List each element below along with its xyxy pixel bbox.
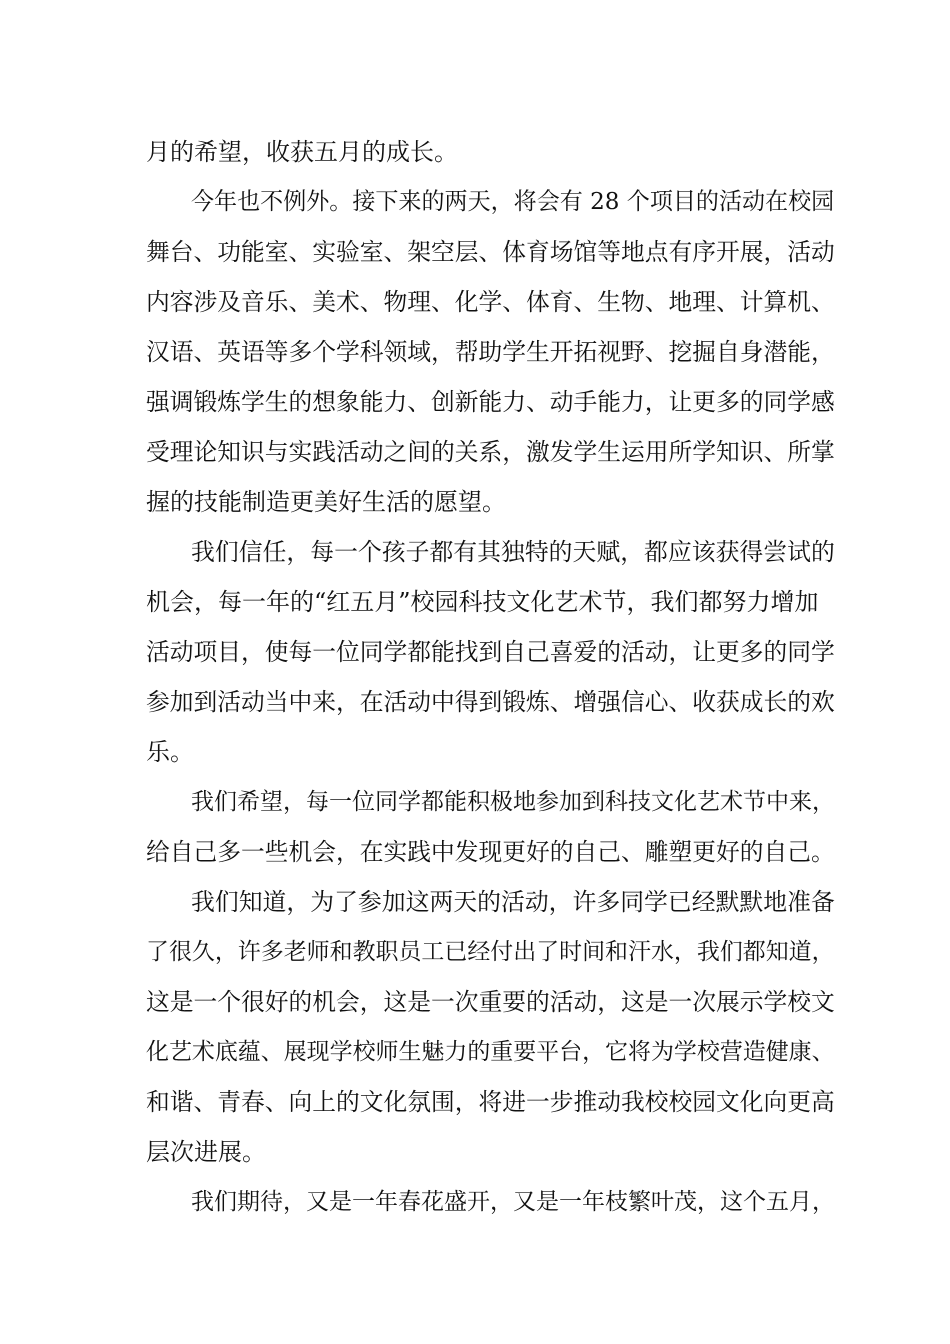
text-line: 内容涉及音乐、美术、物理、化学、体育、生物、地理、计算机、 [146,288,835,316]
text-line: 我们希望，每一位同学都能积极地参加到科技文化艺术节中来， [191,789,835,815]
text-line: 我们知道，为了参加这两天的活动，许多同学已经默默地准备 [191,888,835,916]
text-line: 这是一个很好的机会，这是一次重要的活动，这是一次展示学校文 [146,988,835,1016]
text-line: 受理论知识与实践活动之间的关系，激发学生运用所学知识、所掌 [146,438,835,466]
text-line: 化艺术底蕴、展现学校师生魅力的重要平台，它将为学校营造健康、 [146,1039,835,1065]
text-line: 乐。 [146,738,194,766]
text-line: 活动项目，使每一位同学都能找到自己喜爱的活动，让更多的同学 [146,638,835,666]
text-line: 给自己多一些机会，在实践中发现更好的自己、雕塑更好的自己。 [146,838,835,866]
text-line: 了很久，许多老师和教职员工已经付出了时间和汗水，我们都知道， [146,939,835,965]
text-line: 参加到活动当中来，在活动中得到锻炼、增强信心、收获成长的欢 [146,688,835,716]
text-line: 握的技能制造更美好生活的愿望。 [146,488,506,516]
text-line: 汉语、英语等多个学科领域，帮助学生开拓视野、挖掘自身潜能， [146,338,835,366]
text-line: 我们信任，每一个孩子都有其独特的天赋，都应该获得尝试的 [191,538,835,566]
text-line: 机会，每一年的“红五月”校园科技文化艺术节，我们都努力增加 [146,588,819,616]
text-line: 今年也不例外。接下来的两天，将会有 28 个项目的活动在校园 [191,189,835,215]
text-line: 舞台、功能室、实验室、架空层、体育场馆等地点有序开展，活动 [146,238,835,266]
text-line: 我们期待，又是一年春花盛开，又是一年枝繁叶茂，这个五月， [191,1189,835,1215]
text-line: 强调锻炼学生的想象能力、创新能力、动手能力，让更多的同学感 [146,388,835,416]
text-line: 和谐、青春、向上的文化氛围，将进一步推动我校校园文化向更高 [146,1088,835,1116]
text-line: 层次进展。 [146,1138,266,1166]
text-line: 月的希望，收获五月的成长。 [146,138,458,166]
